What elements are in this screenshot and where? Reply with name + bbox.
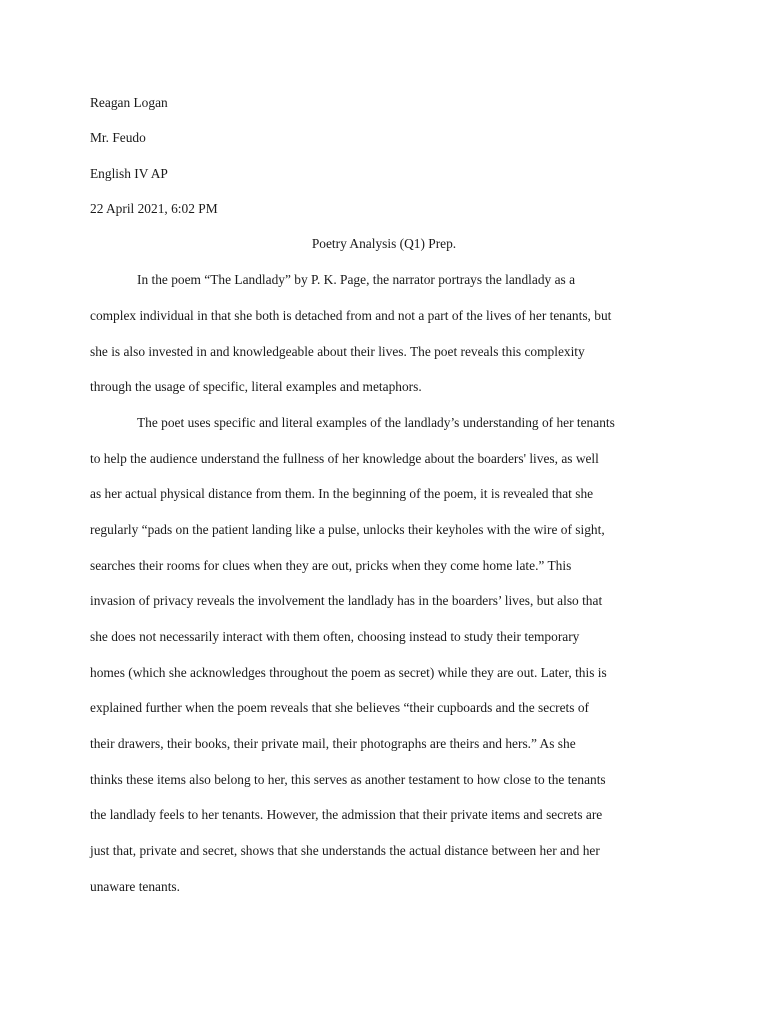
paragraph-line: unaware tenants. <box>90 879 180 894</box>
paragraph-line: their drawers, their books, their private mail, their photographs are theirs and hers.” As she <box>90 736 576 751</box>
paragraph-line: invasion of privacy reveals the involvement the landlady has in the boarders’ lives, but also that <box>90 593 603 608</box>
paragraph-line: the landlady feels to her tenants. However, the admission that their private items and secrets are <box>90 807 603 822</box>
paragraph-line: just that, private and secret, shows that she understands the actual distance between her and her <box>90 843 600 858</box>
paragraph-line: she does not necessarily interact with them often, choosing instead to study their temporary <box>90 629 580 644</box>
paragraph-line: The poet uses specific and literal examples of the landlady’s understanding of her tenants <box>137 415 615 430</box>
paragraph-line: searches their rooms for clues when they are out, pricks when they come home late.” This <box>90 558 572 573</box>
paragraph-line: homes (which she acknowledges throughout the poem as secret) while they are out. Later, this is <box>90 665 607 680</box>
student-name: Reagan Logan <box>90 95 168 110</box>
paragraph-line: thinks these items also belong to her, this serves as another testament to how close to the tenants <box>90 772 606 787</box>
paragraph-line: In the poem “The Landlady” by P. K. Page, the narrator portrays the landlady as a <box>137 272 576 287</box>
teacher-name: Mr. Feudo <box>90 130 146 145</box>
paragraph-line: through the usage of specific, literal examples and metaphors. <box>90 379 422 394</box>
date-line: 22 April 2021, 6:02 PM <box>90 201 218 216</box>
course-name: English IV AP <box>90 166 168 181</box>
paragraph-line: regularly “pads on the patient landing like a pulse, unlocks their keyholes with the wire of sight, <box>90 522 605 537</box>
page-title: Poetry Analysis (Q1) Prep. <box>311 236 457 251</box>
paragraph-line: complex individual in that she both is detached from and not a part of the lives of her tenants, but <box>90 308 612 323</box>
paragraph-line: she is also invested in and knowledgeable about their lives. The poet reveals this complexity <box>90 344 585 359</box>
paragraph-line: as her actual physical distance from them. In the beginning of the poem, it is revealed that she <box>90 486 594 501</box>
paragraph-line: explained further when the poem reveals that she believes “their cupboards and the secrets of <box>90 700 589 715</box>
paragraph-line: to help the audience understand the fullness of her knowledge about the boarders' lives, as well <box>90 451 599 466</box>
